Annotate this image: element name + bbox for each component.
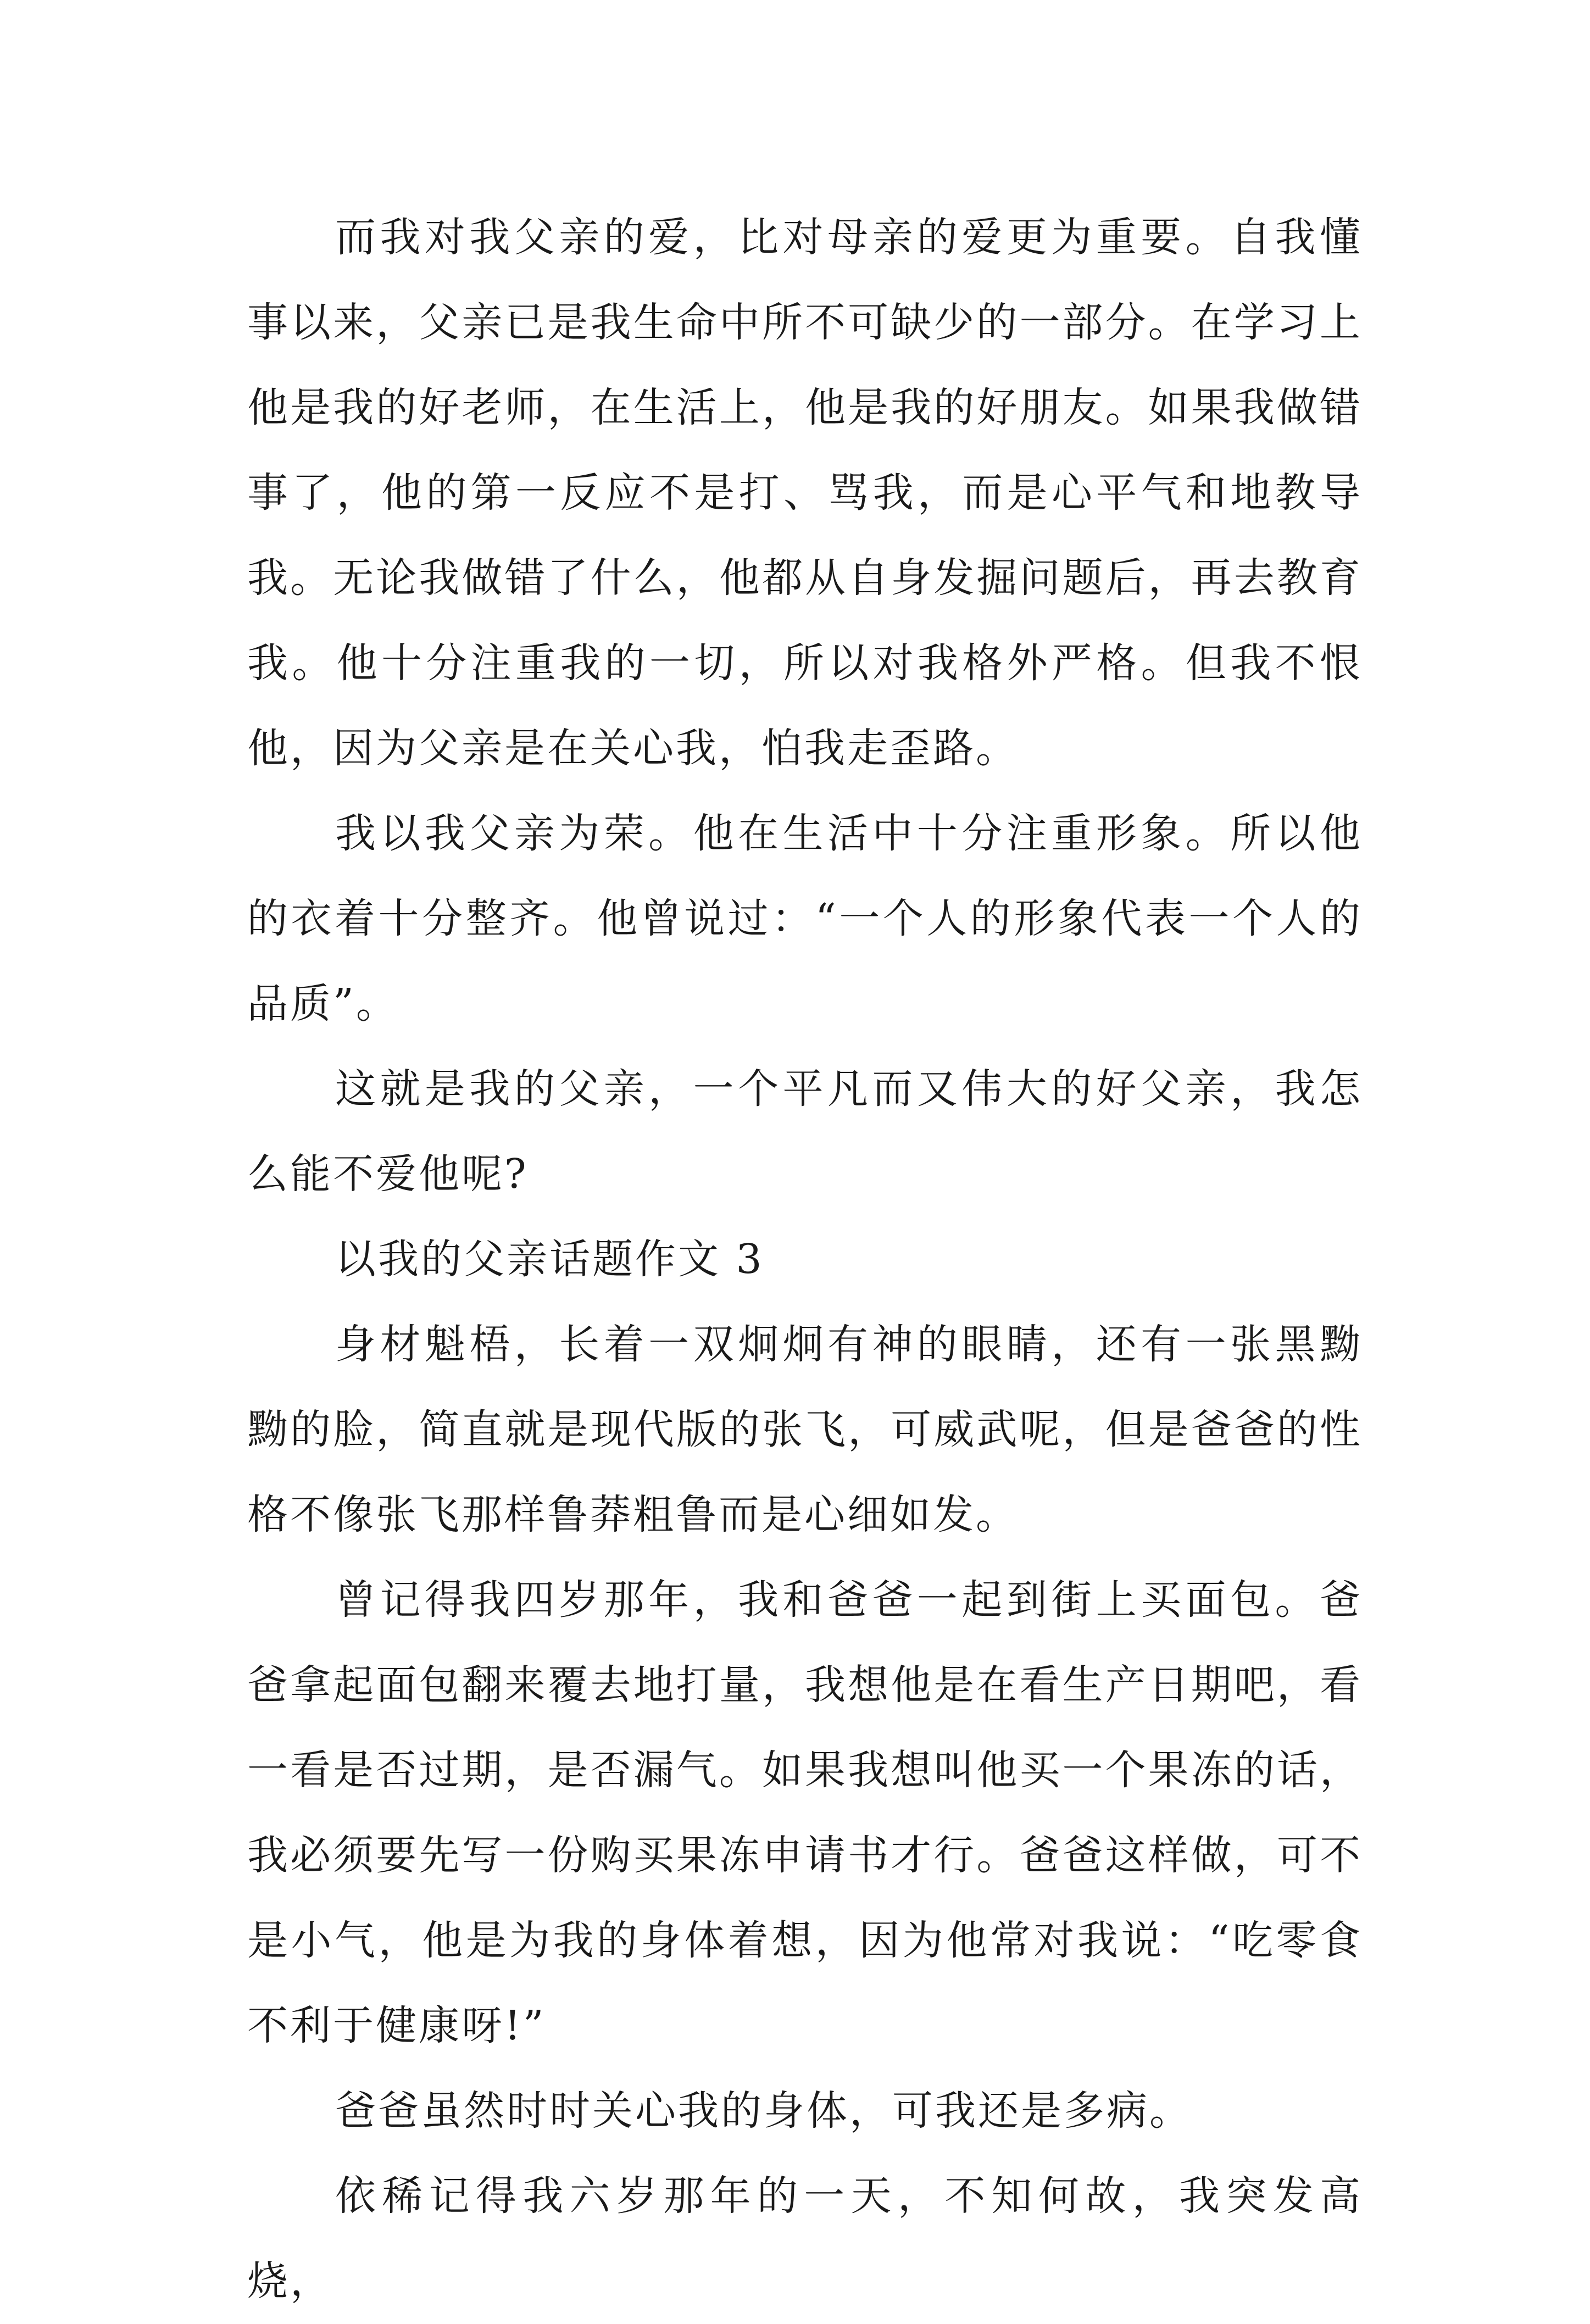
paragraph-conclusion: 这就是我的父亲，一个平凡而又伟大的好父亲，我怎么能不爱他呢? [247, 1065, 1363, 1198]
paragraph-health: 爸爸虽然时时关心我的身体，可我还是多病。 [335, 2087, 1192, 2134]
paragraph-fever-memory: 依稀记得我六岁那年的一天，不知何故，我突发高烧， [247, 2172, 1363, 2305]
paragraph-father-love: 而我对我父亲的爱，比对母亲的爱更为重要。自我懂事以来，父亲已是我生命中所不可缺少的一部分。在学习上他是我的好老师，在生活上，他是我的好朋友。如果我做错事了，他的第一反应不是打、骂我，而是心平气和地教导我。无论我做错了什么，他都从自身发掘问题后，再去教育我。他十分注重我的一切，所以对我格外严格。但我不恨他，因为父亲是在关心我，怕我走歪路。 [247, 214, 1363, 772]
paragraph-appearance: 身材魁梧，长着一双炯炯有神的眼睛，还有一张黑黝黝的脸，简直就是现代版的张飞，可威武呢，但是爸爸的性格不像张飞那样鲁莽粗鲁而是心细如发。 [247, 1321, 1363, 1538]
essay-heading: 以我的父亲话题作文 3 [335, 1236, 764, 1283]
paragraph-bread-memory: 曾记得我四岁那年，我和爸爸一起到街上买面包。爸爸拿起面包翻来覆去地打量，我想他是在看生产日期吧，看一看是否过期，是否漏气。如果我想叫他买一个果冻的话，我必须要先写一份购买果冻申请书才行。爸爸这样做，可不是小气，他是为我的身体着想，因为他常对我说：“吃零食不利于健康呀!” [247, 1576, 1363, 2049]
paragraph-father-pride: 我以我父亲为荣。他在生活中十分注重形象。所以他的衣着十分整齐。他曾说过：“一个人的形象代表一个人的品质”。 [247, 810, 1363, 1027]
essay-body [247, 195, 1363, 2324]
